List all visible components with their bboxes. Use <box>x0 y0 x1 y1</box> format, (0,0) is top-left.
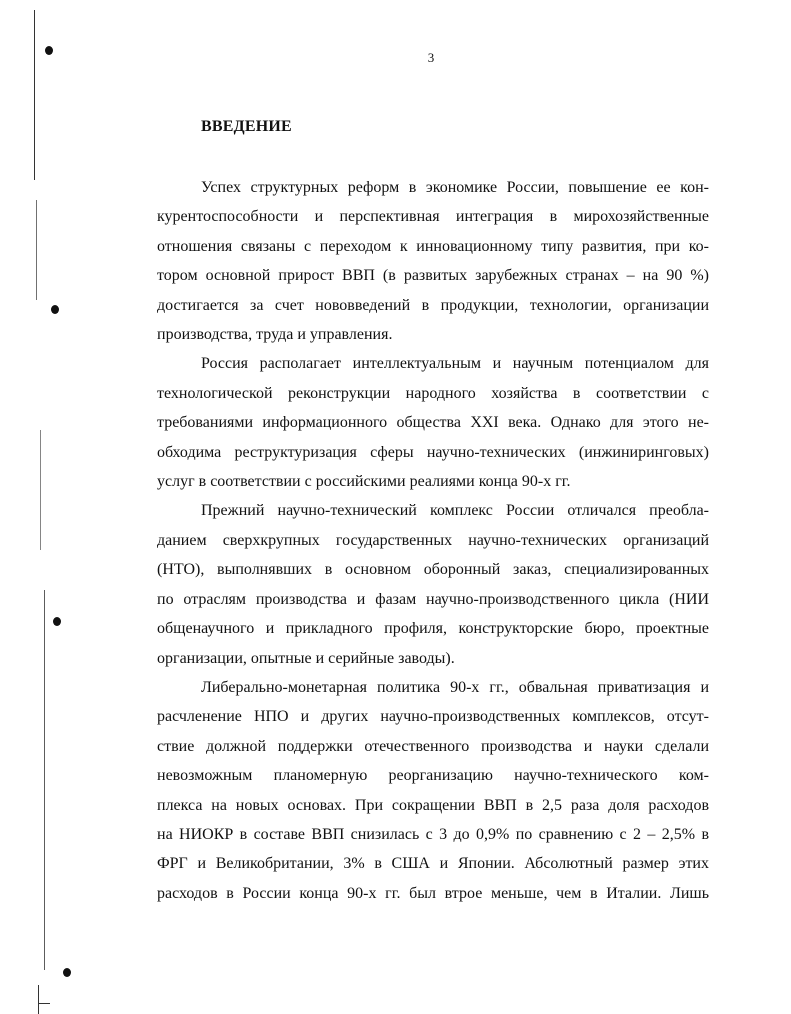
paragraph-3 <box>157 496 709 672</box>
text-line: Россия располагает интеллектуальным и научным потенциалом для <box>201 355 709 373</box>
text-line: курентоспособности и перспективная интеграция в мирохозяйственные <box>157 208 709 226</box>
body-text <box>157 173 709 908</box>
text-line: данием сверхкрупных государственных научно-технических организаций <box>157 531 709 549</box>
text-line: плекса на новых основах. При сокращении ВВП в 2,5 раза доля расходов <box>157 796 709 814</box>
binding-edge-line <box>38 985 39 1014</box>
text-line: услуг в соответствии с российскими реалиями конца 90-х гг. <box>157 473 571 491</box>
binding-edge-line <box>40 430 41 550</box>
text-line: производства, труда и управления. <box>157 326 393 344</box>
text-line: тором основной прирост ВВП (в развитых зарубежных странах – на 90 %) <box>157 267 709 285</box>
binding-edge-line <box>38 1003 50 1004</box>
paragraph-1 <box>157 173 709 349</box>
text-line: Прежний научно-технический комплекс России отличался преобла- <box>201 502 709 520</box>
text-line: достигается за счет нововведений в продукции, технологии, организации <box>157 296 709 314</box>
text-line: расходов в России конца 90-х гг. был втрое меньше, чем в Италии. Лишь <box>157 884 709 902</box>
binding-edge-line <box>36 200 37 300</box>
text-line: отношения связаны с переходом к инновационному типу развития, при ко- <box>157 237 709 255</box>
text-line: Либерально-монетарная политика 90-х гг., обвальная приватизация и <box>201 678 709 696</box>
binding-edge-line <box>34 10 35 180</box>
text-line: на НИОКР в составе ВВП снизилась с 3 до 0,9% по сравнению с 2 – 2,5% в <box>157 825 709 843</box>
text-line: технологической реконструкции народного хозяйства в соответствии с <box>157 384 709 402</box>
binding-hole-mark <box>63 968 71 977</box>
text-line: ФРГ и Великобритании, 3% в США и Японии. Абсолютный размер этих <box>157 855 709 873</box>
text-line: общенаучного и прикладного профиля, конструкторские бюро, проектные <box>157 620 709 638</box>
text-line: Успех структурных реформ в экономике России, повышение ее кон- <box>201 179 709 196</box>
text-line: обходима реструктуризация сферы научно-технических (инжиниринговых) <box>157 443 709 461</box>
section-heading: ВВЕДЕНИЕ <box>201 118 292 135</box>
binding-hole-mark <box>51 305 59 314</box>
page-number: 3 <box>427 50 435 65</box>
text-line: расчленение НПО и других научно-производственных комплексов, отсут- <box>157 708 709 726</box>
paragraph-2 <box>157 349 709 496</box>
text-line: невозможным планомерную реорганизацию научно-технического ком- <box>157 767 709 785</box>
binding-hole-mark <box>53 617 61 626</box>
text-line: требованиями информационного общества XXI века. Однако для этого не- <box>157 414 709 432</box>
text-line: по отраслям производства и фазам научно-производственного цикла (НИИ <box>157 590 709 608</box>
text-line: ствие должной поддержки отечественного производства и науки сделали <box>157 737 709 755</box>
paragraph-4 <box>157 673 709 908</box>
text-line: (НТО), выполнявших в основном оборонный заказ, специализированных <box>157 561 709 579</box>
text-line: организации, опытные и серийные заводы). <box>157 649 455 667</box>
binding-edge-line <box>44 590 45 970</box>
